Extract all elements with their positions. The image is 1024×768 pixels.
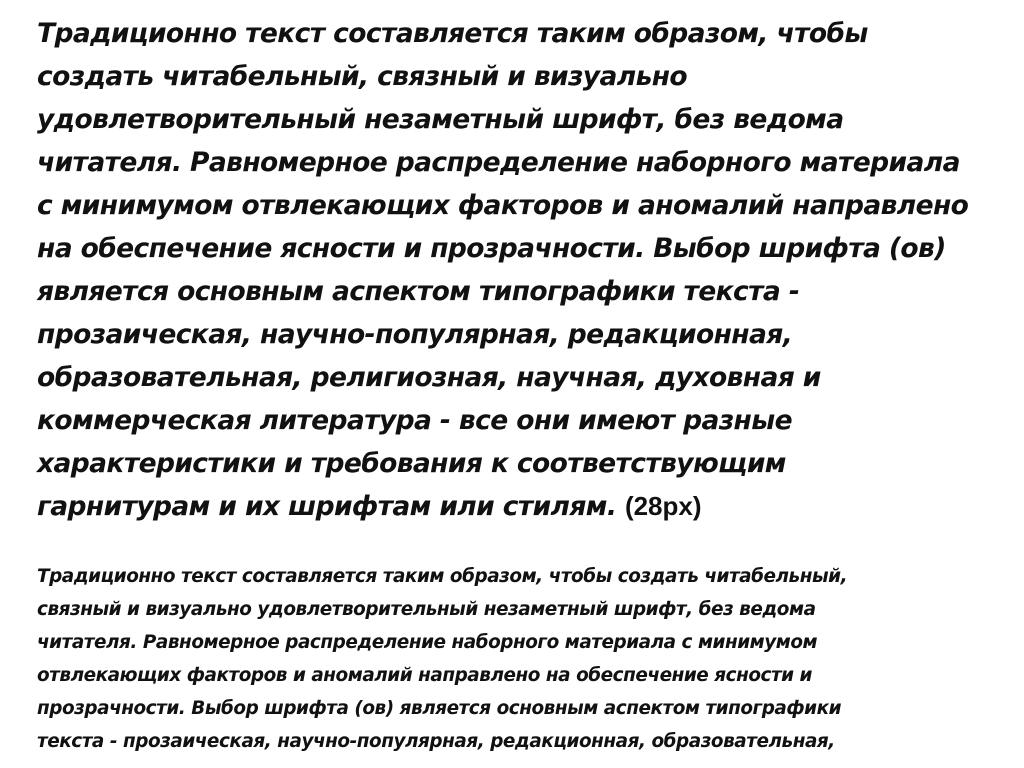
- sample-small-line: прозрачности. Выбор шрифта (ов) является основным аспектом типографики: [37, 698, 842, 719]
- sample-28-line: гарнитурам и их шрифтам или стилям.: [37, 491, 617, 522]
- sample-28-line: с минимумом отвлекающих факторов и аномалий направлено: [37, 190, 969, 221]
- sample-small-line: текста - прозаическая, научно-популярная, редакционная, образовательная,: [37, 731, 835, 752]
- text-sample-28px: [37, 12, 968, 528]
- sample-28-last-line: [37, 485, 968, 528]
- sample-28-line: читателя. Равномерное распределение наборного материала: [37, 147, 960, 178]
- sample-28-line: прозаическая, научно-популярная, редакционная,: [37, 319, 793, 350]
- sample-28-line: удовлетворительный незаметный шрифт, без ведома: [37, 104, 844, 135]
- font-size-label: (28px): [624, 491, 702, 521]
- sample-28-line: Традиционно текст составляется таким образом, чтобы: [37, 18, 868, 49]
- sample-small-line: читателя. Равномерное распределение наборного материала с минимумом: [37, 632, 818, 653]
- text-sample-small: [37, 560, 847, 758]
- sample-28-line: характеристики и требования к соответствующим: [37, 448, 786, 479]
- sample-small-line: Традиционно текст составляется таким образом, чтобы создать читабельный,: [37, 566, 848, 587]
- sample-28-line: на обеспечение ясности и прозрачности. Выбор шрифта (ов): [37, 233, 946, 264]
- sample-28-line: создать читабельный, связный и визуально: [37, 61, 688, 92]
- sample-small-line: отвлекающих факторов и аномалий направлено на обеспечение ясности и: [37, 665, 812, 686]
- sample-28-line: коммерческая литература - все они имеют разные: [37, 405, 792, 436]
- sample-small-line: связный и визуально удовлетворительный незаметный шрифт, без ведома: [37, 599, 816, 620]
- sample-28-line: является основным аспектом типографики текста -: [37, 276, 800, 307]
- sample-28-line: образовательная, религиозная, научная, духовная и: [37, 362, 821, 393]
